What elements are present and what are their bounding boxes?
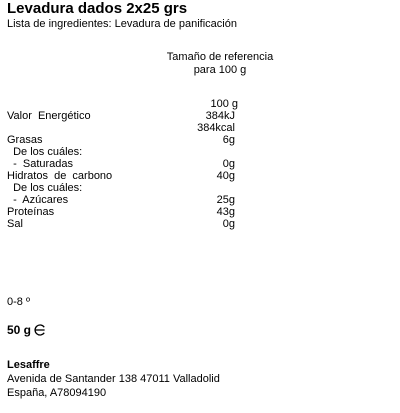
nutrient-value: 43g <box>216 206 235 218</box>
nutrient-value: 25g <box>216 194 235 206</box>
product-title: Levadura dados 2x25 grs <box>7 0 188 17</box>
nutrient-label: De los cuáles: <box>7 146 83 158</box>
nutrient-label: Grasas <box>7 134 43 146</box>
nutrient-label: Sal <box>7 218 23 230</box>
nutrition-column-header: 100 g <box>210 98 238 110</box>
net-weight-value: 50 g <box>7 323 32 337</box>
nutrient-value: 384kJ <box>205 110 235 122</box>
nutrient-label: - Saturadas <box>7 158 74 170</box>
nutrient-value: 0g <box>222 158 235 170</box>
nutrient-value: 384kcal <box>197 122 235 134</box>
nutrient-label: - Azúcares <box>7 194 69 206</box>
reference-size-line1: Tamaño de referencia <box>166 51 274 63</box>
nutrient-value: 6g <box>222 134 235 146</box>
nutrient-label: Proteínas <box>7 206 55 218</box>
ingredients-list: Lista de ingredientes: Levadura de panificación <box>7 18 237 30</box>
nutrient-value: 40g <box>216 170 235 182</box>
net-weight <box>7 322 46 338</box>
company-name: Lesaffre <box>7 359 50 371</box>
nutrient-label: Valor Energético <box>7 110 91 122</box>
company-address: Avenida de Santander 138 47011 Valladolid <box>7 373 220 385</box>
company-country-vat: España, A78094190 <box>7 387 107 399</box>
estimated-sign-icon <box>34 324 46 336</box>
storage-temperature: 0-8 º <box>7 296 30 308</box>
reference-size-line2: para 100 g <box>193 64 247 76</box>
nutrient-label: De los cuáles: <box>7 182 83 194</box>
nutrient-value: 0g <box>222 218 235 230</box>
nutrition-row <box>0 218 400 231</box>
nutrient-label: Hidratos de carbono <box>7 170 113 182</box>
